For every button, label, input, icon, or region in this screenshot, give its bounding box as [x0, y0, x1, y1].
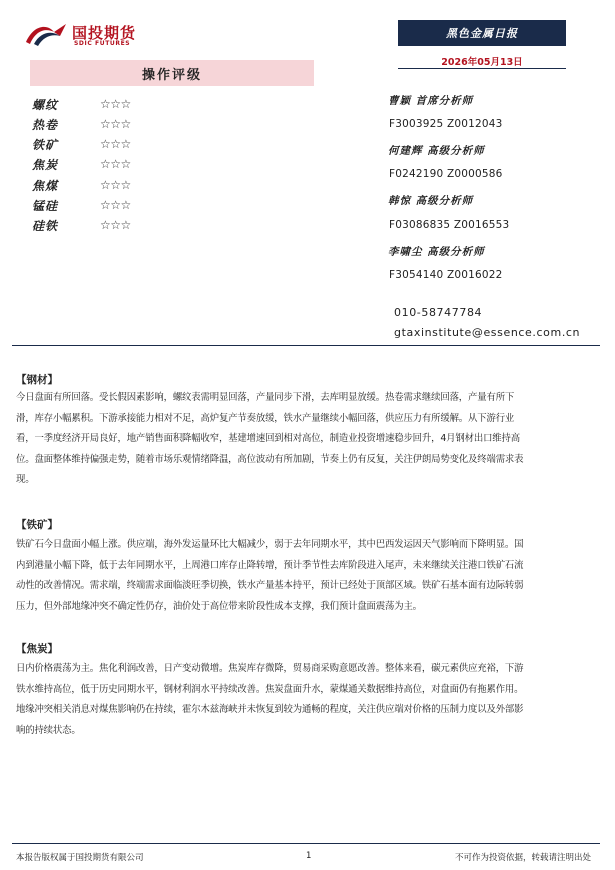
para-line: 滑，库存小幅累积。下游承接能力相对不足，高炉复产节奏放缓，铁水产量继续小幅回落，供应压力有所缓解。从下游行业	[16, 412, 515, 424]
para-line: 现。	[16, 474, 35, 485]
section-title-iron-ore: 【铁矿】	[16, 519, 58, 531]
analyst-id: F03086835 Z0016553	[389, 219, 510, 231]
section-title-steel: 【钢材】	[16, 374, 58, 386]
report-type: 黑色金属日报	[446, 27, 518, 40]
report-date: 2026年05月13日	[441, 57, 523, 68]
rating-stars: ☆☆☆	[100, 97, 131, 111]
rating-row	[32, 94, 131, 114]
para-line: 看，一季度经济开局良好，地产销售面积降幅收窄，基建增速回到相对高位，制造业投资增速稳步回升，4月钢材出口维持高	[16, 433, 520, 444]
section-body-steel	[16, 388, 599, 491]
footer-disclaimer: 不可作为投资依据，转载请注明出处	[455, 853, 592, 863]
contact-email[interactable]: gtaxinstitute@essence.com.cn	[394, 326, 581, 339]
rating-row	[32, 154, 131, 174]
rating-name: 锰硅	[32, 198, 59, 213]
brand-name-cn: 国投期货	[72, 24, 137, 42]
header-separator	[12, 345, 600, 346]
para-line: 地缘冲突相关消息对煤焦影响仍在持续，霍尔木兹海峡并未恢复到较为通畅的程度，关注供应端对价格的压制力度以及外部影	[16, 704, 524, 715]
rating-title-text: 操作评级	[141, 67, 202, 83]
para-line: 铁矿石今日盘面小幅上涨。供应端，海外发运量环比大幅减少，弱于去年同期水平，其中巴西发运因天气影响而下降明显。国	[16, 539, 524, 550]
rating-title	[30, 60, 314, 86]
rating-row	[32, 114, 131, 134]
para-line: 铁水维持高位，低于历史同期水平，钢材利润水平持续改善。焦炭盘面升水，蒙煤通关数据维持高位，对盘面仍有拖累作用。	[16, 683, 524, 695]
rating-row	[32, 175, 131, 195]
rating-stars: ☆☆☆	[100, 178, 131, 192]
rating-name: 铁矿	[32, 137, 59, 152]
analyst-name: 何建辉 高级分析师	[388, 145, 485, 157]
para-line: 压力，但外部地缘冲突不确定性仍存，油价处于高位带来阶段性成本支撑，我们预计盘面震荡为主。	[16, 600, 422, 612]
sdic-logo-icon	[24, 22, 68, 48]
brand-name-en: SDIC FUTURES	[74, 40, 131, 47]
analyst-name: 韩惊 高级分析师	[388, 195, 474, 207]
rating-name: 硅铁	[32, 218, 59, 233]
footer-divider	[12, 843, 600, 844]
analyst-id: F3054140 Z0016022	[389, 269, 503, 281]
rating-stars: ☆☆☆	[100, 137, 131, 151]
rating-name: 螺纹	[32, 97, 59, 112]
rating-stars: ☆☆☆	[100, 198, 131, 212]
section-body-coke	[16, 659, 599, 741]
rating-stars: ☆☆☆	[100, 218, 131, 232]
rating-row	[32, 134, 131, 154]
rating-name: 焦煤	[32, 178, 59, 193]
contact-phone: 010-58747784	[394, 306, 483, 319]
analyst-id: F3003925 Z0012043	[389, 118, 503, 130]
analyst-name: 曹颖 首席分析师	[388, 95, 474, 107]
para-line: 位。盘面整体维持偏强走势，随着市场乐观情绪降温，高位波动有所加剧，节奏上仍有反复，关注伊朗局势变化及终端需求表	[16, 453, 524, 465]
analyst-id: F0242190 Z0000586	[389, 168, 503, 180]
header-divider	[398, 68, 566, 69]
rating-row	[32, 215, 131, 235]
para-line: 日内价格震荡为主。焦化利润改善，日产变动微增。焦炭库存微降，贸易商采购意愿改善。整体来看，碳元素供应充裕，下游	[16, 663, 524, 674]
rating-stars: ☆☆☆	[100, 157, 131, 171]
report-type-banner	[398, 20, 566, 46]
section-body-iron-ore	[16, 535, 599, 617]
rating-name: 焦炭	[32, 157, 59, 172]
analyst-name: 李啸尘 高级分析师	[388, 246, 485, 258]
section-title-coke: 【焦炭】	[16, 643, 58, 655]
para-line: 动性的改善情况。需求端，终端需求面临淡旺季切换，铁水产量基本持平，预计已经处于顶部区域。铁矿石基本面有边际转弱	[16, 580, 524, 591]
para-line: 响的持续状态。	[16, 724, 81, 736]
footer-copyright: 本报告版权属于国投期货有限公司	[16, 853, 144, 863]
para-line: 内到港量小幅下降，低于去年同期水平，上周港口库存止降转增，预计季节性去库阶段进入尾声，未来继续关注港口铁矿石流	[16, 559, 524, 571]
rating-stars: ☆☆☆	[100, 117, 131, 131]
rating-name: 热卷	[32, 117, 59, 132]
page-number: 1	[306, 851, 312, 861]
rating-row	[32, 195, 131, 215]
para-line: 今日盘面有所回落。受长假因素影响，螺纹表需明显回落，产量同步下滑，去库明显放缓。热卷需求继续回落，产量有所下	[16, 392, 515, 403]
